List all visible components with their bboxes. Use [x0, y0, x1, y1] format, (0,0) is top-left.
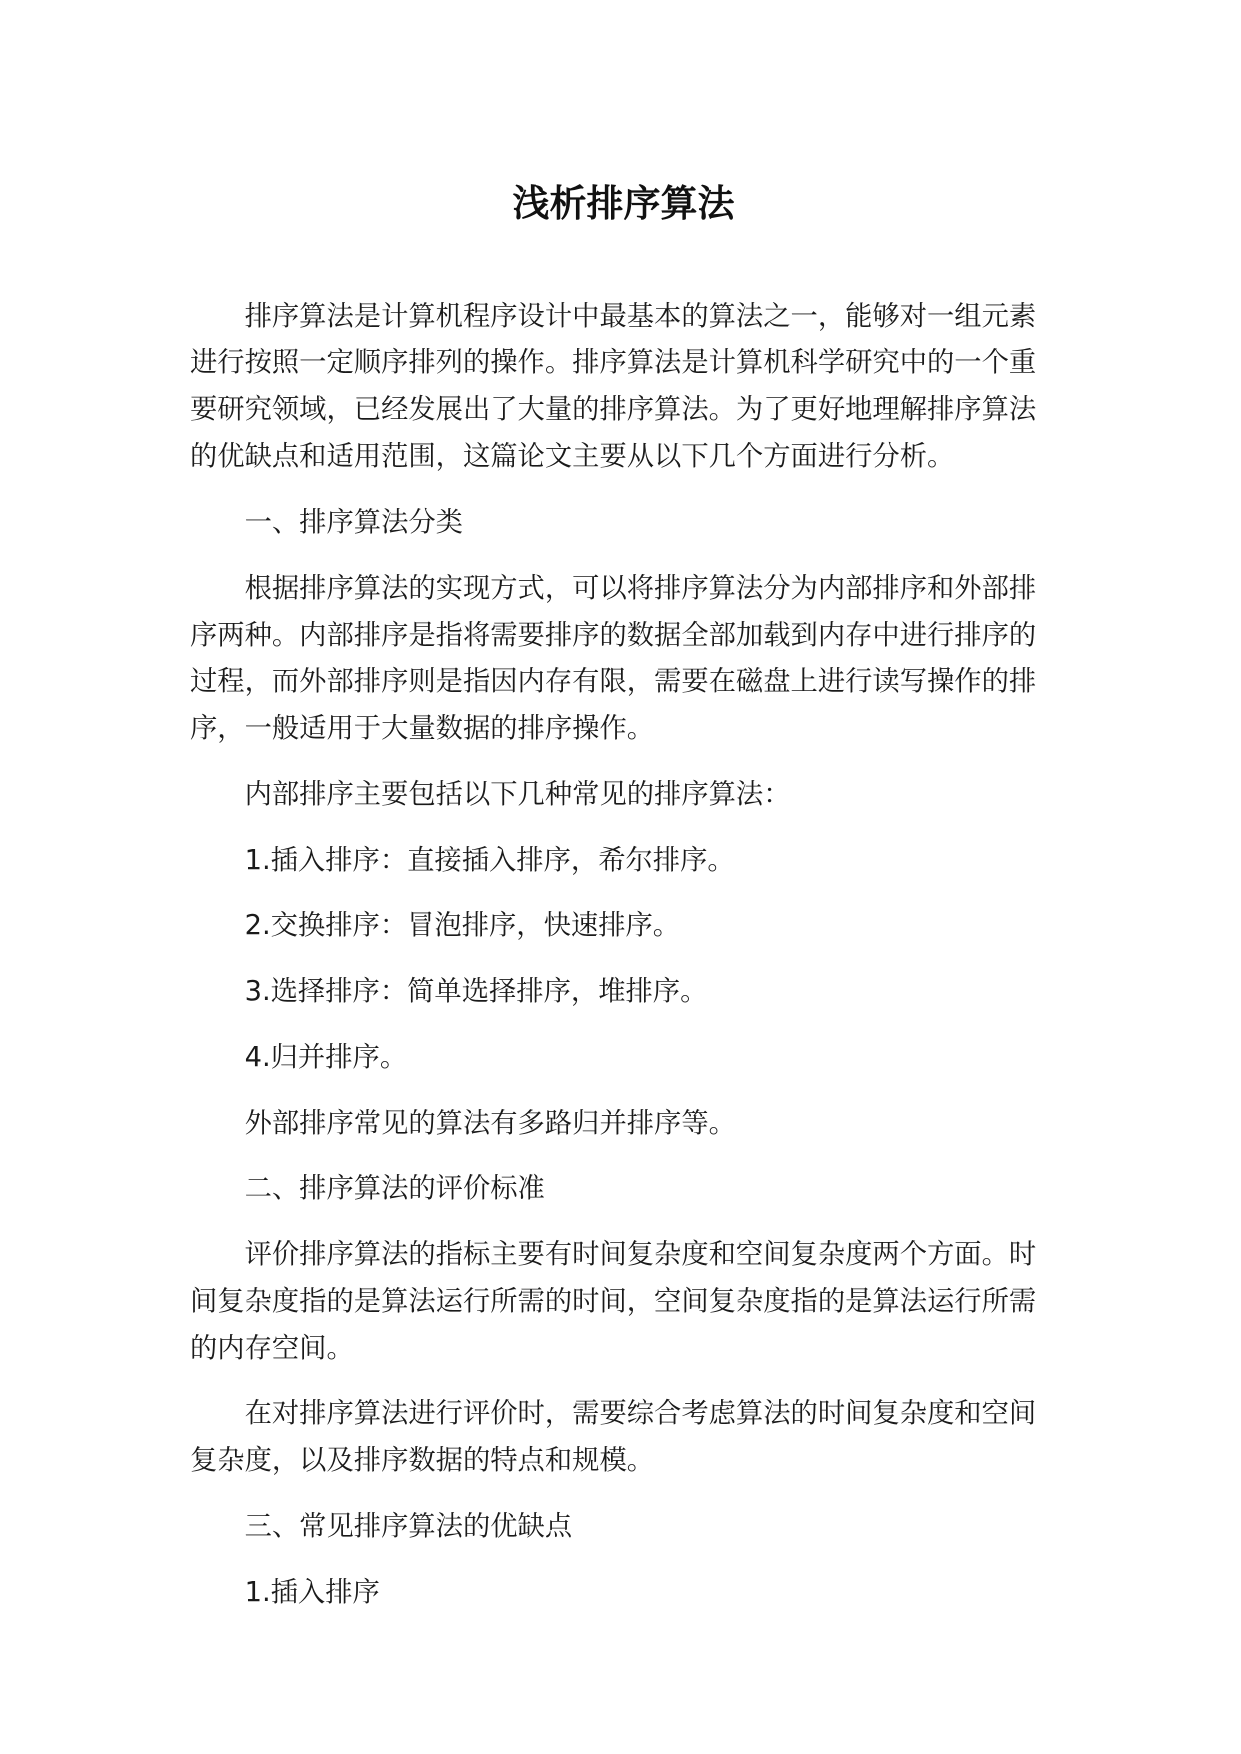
evaluation-paragraph	[190, 1232, 1038, 1373]
external-sort-note: 外部排序常见的算法有多路归并排序等。	[244, 1107, 736, 1139]
paragraph-line: 的优缺点和适用范围，这篇论文主要从以下几个方面进行分析。	[190, 441, 955, 473]
evaluation-paragraph	[190, 1391, 1038, 1485]
document-body	[190, 294, 1038, 1617]
paragraph-line: 根据排序算法的实现方式，可以将排序算法分为内部排序和外部排	[244, 572, 1037, 604]
intro-paragraph	[190, 294, 1038, 482]
section-heading-1: 一、排序算法分类	[244, 506, 463, 538]
paragraph-line: 的内存空间。	[190, 1332, 354, 1364]
paragraph-line: 进行按照一定顺序排列的操作。排序算法是计算机科学研究中的一个重	[190, 347, 1037, 379]
paragraph-line: 排序算法是计算机程序设计中最基本的算法之一，能够对一组元素	[244, 300, 1037, 332]
subsection-heading: 1.插入排序	[244, 1576, 380, 1608]
list-item: 3.选择排序：简单选择排序，堆排序。	[244, 976, 708, 1008]
section-heading-3: 三、常见排序算法的优缺点	[244, 1511, 573, 1543]
list-item: 2.交换排序：冒泡排序，快速排序。	[244, 910, 681, 942]
paragraph-line: 在对排序算法进行评价时，需要综合考虑算法的时间复杂度和空间	[244, 1398, 1037, 1430]
paragraph-line: 复杂度，以及排序数据的特点和规模。	[190, 1445, 655, 1477]
section-heading-2: 二、排序算法的评价标准	[244, 1173, 545, 1205]
list-intro: 内部排序主要包括以下几种常见的排序算法：	[244, 779, 791, 811]
list-item: 4.归并排序。	[244, 1041, 408, 1073]
paragraph-line: 过程，而外部排序则是指因内存有限，需要在磁盘上进行读写操作的排	[190, 666, 1037, 698]
paragraph-line: 序，一般适用于大量数据的排序操作。	[190, 713, 655, 745]
document-title: 浅析排序算法	[512, 182, 735, 225]
paragraph-line: 评价排序算法的指标主要有时间复杂度和空间复杂度两个方面。时	[244, 1238, 1037, 1270]
paragraph-line: 序两种。内部排序是指将需要排序的数据全部加载到内存中进行排序的	[190, 619, 1037, 651]
paragraph-line: 要研究领域，已经发展出了大量的排序算法。为了更好地理解排序算法	[190, 394, 1037, 426]
list-item: 1.插入排序：直接插入排序，希尔排序。	[244, 844, 735, 876]
paragraph-line: 间复杂度指的是算法运行所需的时间，空间复杂度指的是算法运行所需	[190, 1285, 1037, 1317]
classification-paragraph	[190, 566, 1038, 754]
